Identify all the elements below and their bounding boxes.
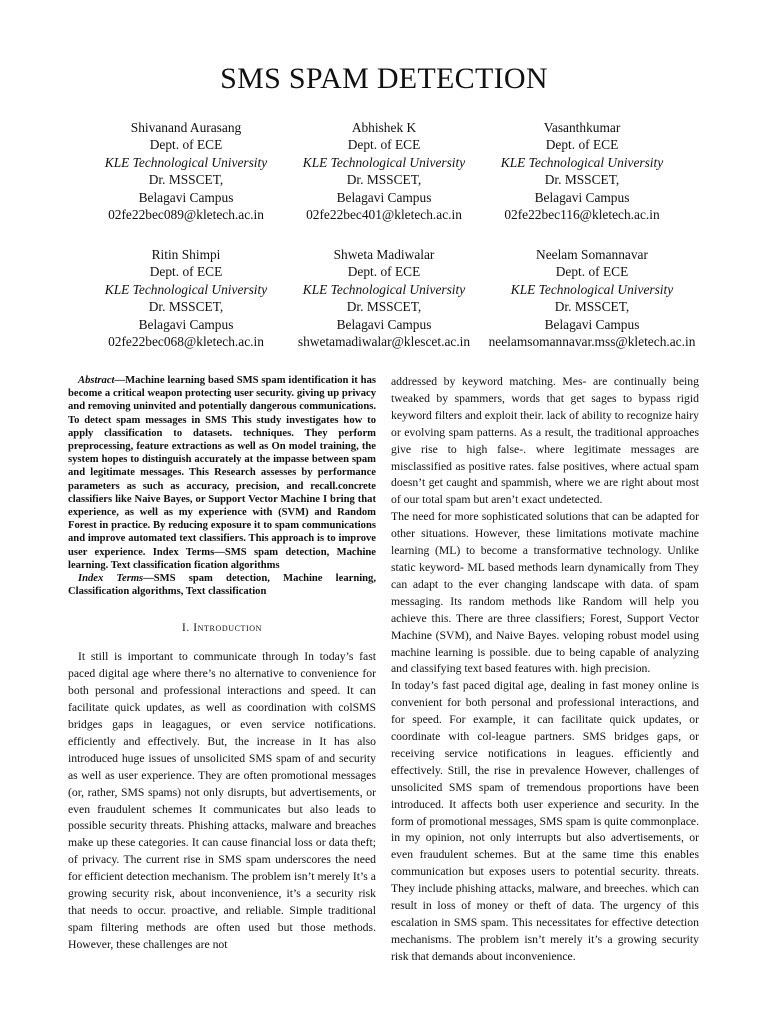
abstract-label: Abstract [78,375,115,386]
author-email[interactable]: 02fe22bec068@kletech.ac.in [108,334,264,350]
author-campus: Belagavi Campus [336,189,432,205]
author-university: KLE Technological University [302,281,466,297]
author-university: KLE Technological University [302,154,466,170]
author-campus: Belagavi Campus [138,316,234,332]
author-name: Neelam Somannavar [536,247,648,262]
abstract-text: —Machine learning based SMS spam identification it has become a critical weapon protecting user security. giving up privacy and removing uninvited and potentially dangerous communications. To detect spam messages in SMS This study investigates how to apply classification to datasets. techniques. They perform preprocessing, feature extractions as well as On model training, the system hopes to distinguish accurately at the impasse between spam and legitimate messages. This Research assesses by performance parameters as such as accuracy, precision, and recall.concrete classifiers like Naive Bayes, or Support Vector Machine I bring that experience, as well as my experience with (SVM) and Random Forest in practice. By reducing exposure it to spam communications and improve automated text classifiers. This approach is to improve user experience. Index Terms—SMS spam detection, Machine learning. Text classification fication algorithms [68,375,376,571]
author-college: Dr. MSSCET, [148,172,224,188]
author-name: Shivanand Aurasang [130,120,242,135]
author-campus: Belagavi Campus [534,189,630,205]
author-block [477,246,707,350]
author-university: KLE Technological University [510,281,674,297]
author-college: Dr. MSSCET, [346,172,422,188]
author-block [71,119,301,223]
author-email[interactable]: 02fe22bec116@kletech.ac.in [504,207,660,223]
author-dept: Dept. of ECE [149,264,223,280]
index-terms-text: —SMS spam detection, Machine learning, Classification algorithms, Text classification [68,573,376,598]
author-dept: Dept. of ECE [555,264,629,280]
body-paragraph: addressed by keyword matching. Mes- are continually being tweaked by spammers, words that get sages to bypass rigid keyword filters and exploit their. lack of ability to recognize hairy or evolving spam patterns. As a result, the traditional approaches give rise to high false-. where legitimate messages are misclassified as positive rates. false positives, where actual spam doesn’t get caught and spammish, where we are right about most of our total spam but aren’t exact undetected. [391,375,699,507]
intro-paragraph: It still is important to communicate through In today’s fast paced digital age where there’s no alternative to convenience for both personal and professional interactions and speed. It can facilitate quick updates, as well as coordination with colSMS bridges gaps in leagagues, or even service notifications. efficiently and effectively. But, the increase in It has also introduced huge issues of unsolicited SMS spam of and security as well as user experience. They are often promotional messages (or, rather, SMS spams) not only disrupts, but advertisements, or even fraudulent schemes It communicates but also leads to possible security threats. Phishing attacks, malware and breaches make up these categories. It can cause financial loss or data theft; of privacy. The current rise in SMS spam underscores the need for efficient detection mechanism. The problem isn’t merely It’s a growing security risk, about inconvenience, it’s a security risk that needs to occur. proactive, and reliable. Simple traditional spam filtering methods are often used but those methods. However, these challenges are not [68,650,376,951]
author-name: Vasanthkumar [543,120,621,135]
author-dept: Dept. of ECE [347,137,421,153]
body-paragraph: In today’s fast paced digital age, dealing in fast money online is convenient for both personal and professional interactions, and for speed. For example, it can facilitate quick updates, or coordinate with col-league partners. SMS bridges gaps, or receiving service notifications in leagues. efficiently and effectively. Still, the rise in prevalence However, challenges of unsolicited SMS spam of tremendous proportions have been introduced. It affects both user experience and security. In the form of promotional messages, SMS spam is quite commonplace. in my opinion, not only interrupts but also advertisements, or even fraudulent schemes. But at the same time this enables communication but exposes users to potential security. threats. They include phishing attacks, malware, and breeches. which can result in loss of money or theft of data. The urgency of this escalation in SMS spam. This necessitates for effective detection mechanisms. The problem isn’t merely it’s a growing security risk that demands about inconvenience. [391,679,699,963]
left-column [68,374,376,954]
author-dept: Dept. of ECE [347,264,421,280]
author-block [71,246,301,350]
author-email[interactable]: 02fe22bec089@kletech.ac.in [108,207,264,223]
author-college: Dr. MSSCET, [554,299,630,315]
author-block [467,119,697,223]
author-email[interactable]: shwetamadiwalar@klescet.ac.in [297,334,471,350]
author-dept: Dept. of ECE [149,137,223,153]
body-paragraph: The need for more sophisticated solutions that can be adapted for other situations. However, these limitations motivate machine learning (ML) to become a transformative technology. Unlike static keyword- ML based methods learn dynamically from They can adapt to the ever changing landscape with data. of spam messaging. Its random methods like Random will help you achieve this. There are three classifiers; Forest, Support Vector Machine (SVM), and Naive Bayes. veloping robust model using machine learning is possible. due to being capable of analyzing and classifying text based features with. high precision. [391,510,699,676]
abstract [68,374,376,572]
author-university: KLE Technological University [500,154,664,170]
author-block [269,119,499,223]
author-campus: Belagavi Campus [336,316,432,332]
section-heading-introduction: I. Introduction [181,622,263,635]
author-campus: Belagavi Campus [138,189,234,205]
author-university: KLE Technological University [104,154,268,170]
right-column [391,374,699,966]
author-dept: Dept. of ECE [545,137,619,153]
index-terms-label: Index Terms [78,573,144,585]
author-campus: Belagavi Campus [544,316,640,332]
author-college: Dr. MSSCET, [544,172,620,188]
author-name: Ritin Shimpi [151,247,221,262]
author-university: KLE Technological University [104,281,268,297]
author-college: Dr. MSSCET, [346,299,422,315]
paper-title: SMS SPAM DETECTION [220,62,548,95]
author-email[interactable]: neelamsomannavar.mss@kletech.ac.in [488,334,696,350]
author-name: Shweta Madiwalar [333,247,435,262]
index-terms [68,572,376,598]
author-college: Dr. MSSCET, [148,299,224,315]
author-block [269,246,499,350]
author-name: Abhishek K [351,120,417,135]
author-email[interactable]: 02fe22bec401@kletech.ac.in [306,207,462,223]
